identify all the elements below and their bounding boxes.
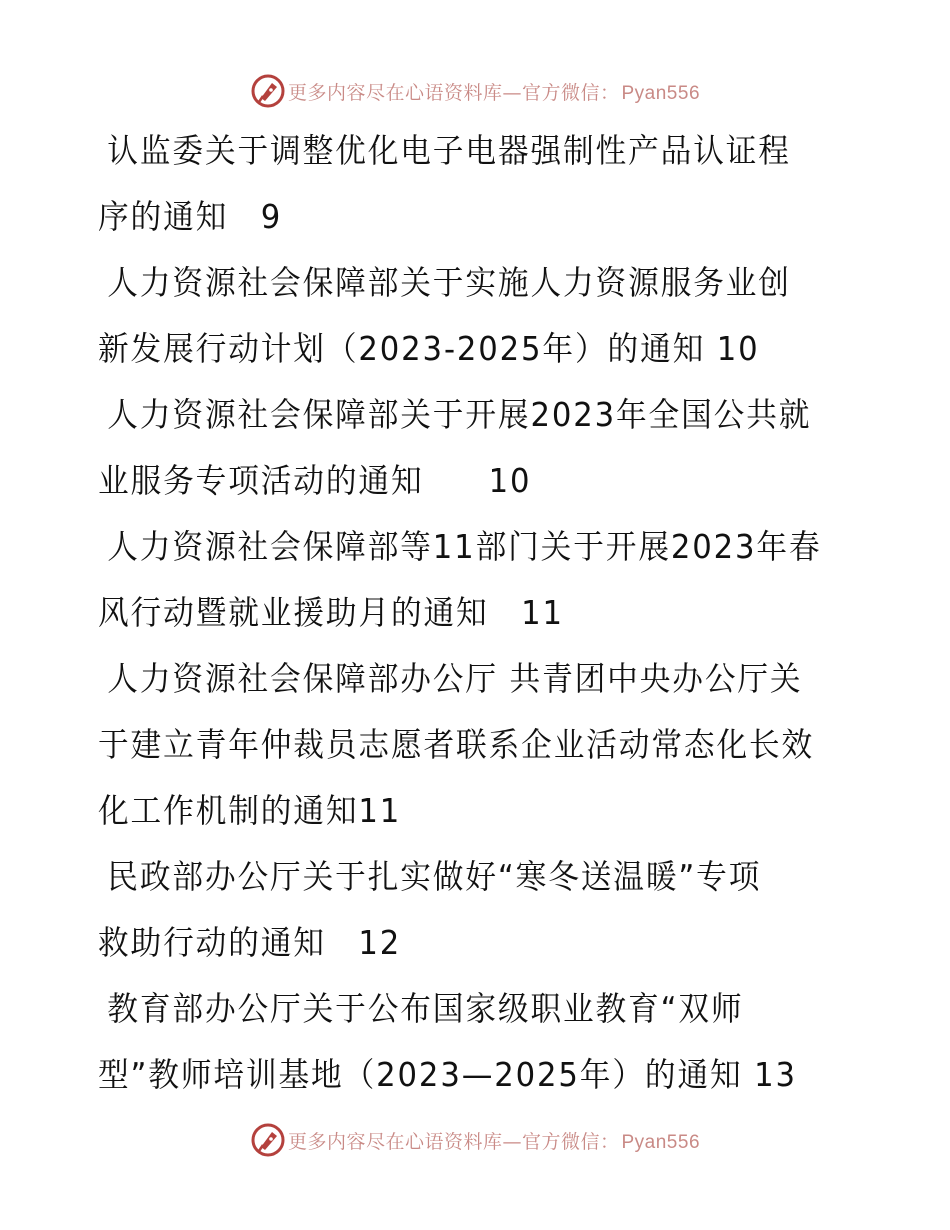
- pen-nib-logo-icon: [250, 1122, 286, 1158]
- toc-entry[interactable]: [98, 976, 898, 1108]
- toc-entry-line: 人力资源社会保障部关于实施人力资源服务业创: [107, 263, 791, 302]
- pen-nib-logo-icon: [250, 73, 286, 109]
- toc-entry[interactable]: [98, 514, 898, 646]
- toc-entry-line: 人力资源社会保障部办公厅 共青团中央办公厅关: [107, 659, 803, 698]
- toc-entry-line: 于建立青年仲裁员志愿者联系企业活动常态化长效: [98, 725, 815, 764]
- toc-entry-line: 民政部办公厅关于扎实做好“寒冬送温暖”专项: [107, 857, 762, 896]
- banner-text: 更多内容尽在心语资料库—官方微信： Pyan556: [287, 1130, 701, 1153]
- wechat-id: Pyan556: [621, 82, 701, 104]
- banner-text: 更多内容尽在心语资料库—官方微信： Pyan556: [287, 81, 701, 104]
- toc-entry[interactable]: [98, 646, 898, 844]
- toc-entry-line: 业服务专项活动的通知 10: [98, 461, 532, 500]
- table-of-contents: [98, 118, 898, 1108]
- toc-entry-line: 教育部办公厅关于公布国家级职业教育“双师: [107, 989, 744, 1028]
- footer-banner: [0, 1120, 950, 1160]
- toc-entry-line: 新发展行动计划（2023-2025年）的通知 10: [98, 329, 760, 368]
- toc-entry-line: 序的通知 9: [98, 197, 283, 236]
- toc-entry[interactable]: [98, 844, 898, 976]
- toc-entry-line: 认监委关于调整优化电子电器强制性产品认证程: [107, 131, 791, 170]
- header-banner: [0, 71, 950, 111]
- toc-entry-line: 人力资源社会保障部等11部门关于开展2023年春: [107, 527, 822, 566]
- toc-entry-line: 风行动暨就业援助月的通知 11: [98, 593, 564, 632]
- toc-entry-line: 型”教师培训基地（2023—2025年）的通知 13: [98, 1055, 797, 1094]
- toc-entry-line: 化工作机制的通知11: [98, 791, 402, 830]
- toc-entry[interactable]: [98, 118, 898, 250]
- toc-entry-line: 救助行动的通知 12: [98, 923, 402, 962]
- toc-entry[interactable]: [98, 250, 898, 382]
- toc-entry[interactable]: [98, 382, 898, 514]
- toc-entry-line: 人力资源社会保障部关于开展2023年全国公共就: [107, 395, 812, 434]
- wechat-id: Pyan556: [621, 1131, 701, 1153]
